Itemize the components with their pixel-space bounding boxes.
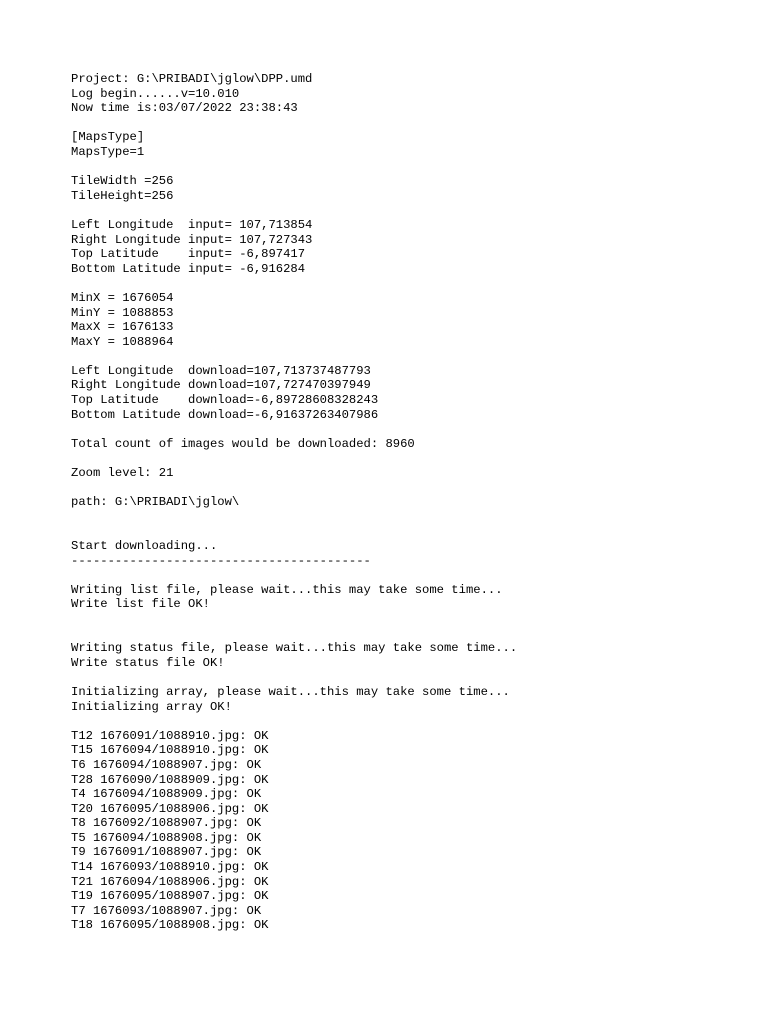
log-line: T14 1676093/1088910.jpg: OK <box>71 860 269 875</box>
blank-line <box>71 568 751 583</box>
blank-line <box>71 116 751 131</box>
blank-line <box>71 524 751 539</box>
blank-line <box>71 612 751 627</box>
log-line: Bottom Latitude input= -6,916284 <box>71 261 306 276</box>
blank-line <box>71 481 751 496</box>
log-line: Right Longitude download=107,727470397949 <box>71 378 371 393</box>
log-line: ----------------------------------------- <box>71 553 371 568</box>
log-line: Project: G:\PRIBADI\jglow\DPP.umd <box>71 72 313 86</box>
blank-line <box>71 349 751 364</box>
log-line: Left Longitude input= 107,713854 <box>71 217 313 232</box>
blank-line <box>71 627 751 642</box>
log-line: Writing list file, please wait...this may take some time... <box>71 582 503 597</box>
log-line: T12 1676091/1088910.jpg: OK <box>71 728 269 743</box>
log-line: Zoom level: 21 <box>71 466 174 481</box>
blank-line <box>71 510 751 525</box>
log-line: Right Longitude input= 107,727343 <box>71 232 313 247</box>
log-line: MinY = 1088853 <box>71 305 174 320</box>
log-line: T28 1676090/1088909.jpg: OK <box>71 772 269 787</box>
log-line: TileWidth =256 <box>71 174 174 189</box>
log-line: T7 1676093/1088907.jpg: OK <box>71 903 262 918</box>
log-line: Write status file OK! <box>71 655 225 670</box>
log-line: Initializing array, please wait...this may take some time... <box>71 684 510 699</box>
log-line: Writing status file, please wait...this may take some time... <box>71 641 518 656</box>
log-line: Now time is:03/07/2022 23:38:43 <box>71 101 298 116</box>
log-line: T18 1676095/1088908.jpg: OK <box>71 918 269 933</box>
log-line: Bottom Latitude download=-6,91637263407986 <box>71 407 379 422</box>
log-line: T8 1676092/1088907.jpg: OK <box>71 816 262 831</box>
log-line: T5 1676094/1088908.jpg: OK <box>71 830 262 845</box>
log-line: T19 1676095/1088907.jpg: OK <box>71 889 269 904</box>
log-line: Left Longitude download=107,713737487793 <box>71 363 371 378</box>
log-line: Start downloading... <box>71 539 218 553</box>
log-line: T9 1676091/1088907.jpg: OK <box>71 845 262 860</box>
log-line: T21 1676094/1088906.jpg: OK <box>71 874 269 889</box>
blank-line <box>71 670 751 685</box>
log-line: MaxX = 1676133 <box>71 320 174 335</box>
log-line: TileHeight=256 <box>71 188 174 203</box>
blank-line <box>71 203 751 218</box>
log-line: T20 1676095/1088906.jpg: OK <box>71 801 269 816</box>
log-line: [MapsType] <box>71 130 145 145</box>
blank-line <box>71 451 751 466</box>
log-line: MaxY = 1088964 <box>71 334 174 349</box>
log-line: T4 1676094/1088909.jpg: OK <box>71 787 262 802</box>
blank-line <box>71 422 751 437</box>
log-line: T15 1676094/1088910.jpg: OK <box>71 743 269 758</box>
log-line: T6 1676094/1088907.jpg: OK <box>71 757 262 772</box>
log-line: Total count of images would be downloaded: 8960 <box>71 436 415 451</box>
log-line: Top Latitude download=-6,89728608328243 <box>71 393 379 408</box>
log-line: path: G:\PRIBADI\jglow\ <box>71 495 240 510</box>
log-line: Initializing array OK! <box>71 699 232 714</box>
blank-line <box>71 714 751 729</box>
log-line: Top Latitude input= -6,897417 <box>71 247 306 262</box>
log-line: Write list file OK! <box>71 597 210 612</box>
log-line: MinX = 1676054 <box>71 290 174 305</box>
blank-line <box>71 160 751 175</box>
log-line: MapsType=1 <box>71 144 145 159</box>
log-text <box>71 72 751 933</box>
log-line: Log begin......v=10.010 <box>71 86 240 101</box>
blank-line <box>71 276 751 291</box>
